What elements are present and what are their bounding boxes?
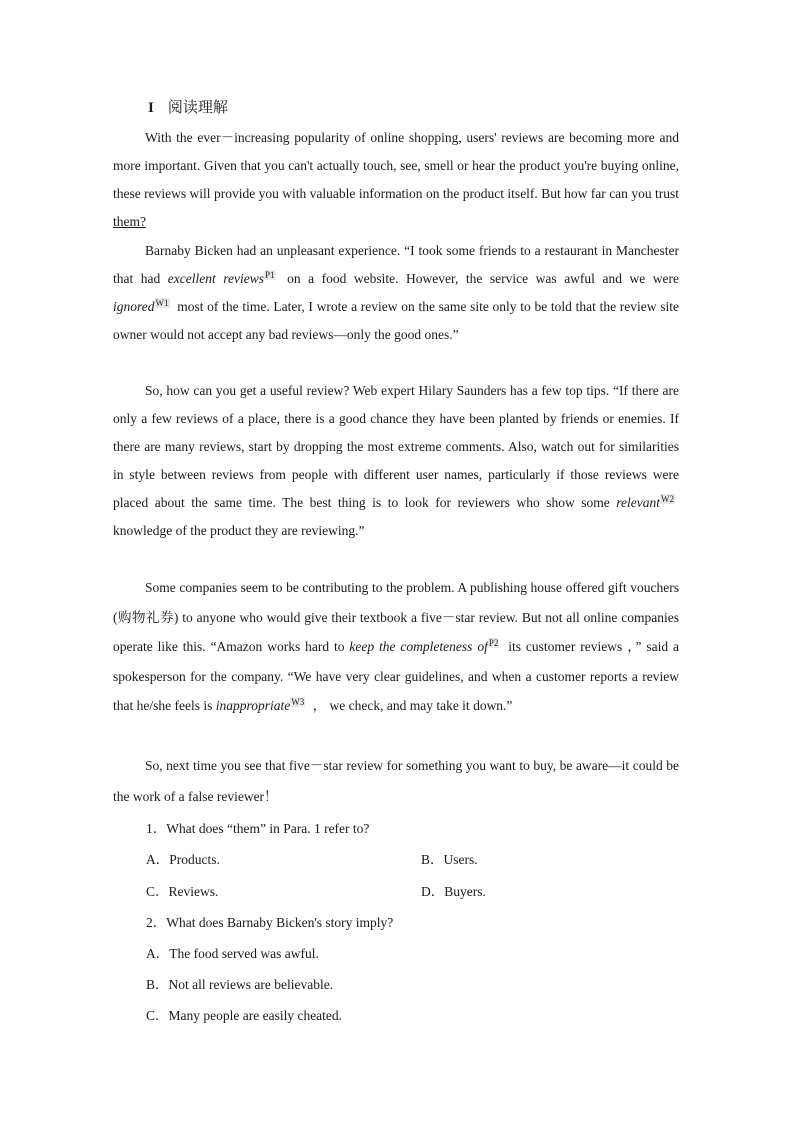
paragraph-2-text-c: most of the time. Later, I wrote a review on the same site only to be told that the review site owner would not accept any bad reviews—only the good ones.” [113,299,679,342]
annotation-tag: W3 [291,696,305,707]
phrase-keep-completeness: keep the completeness of [349,639,488,654]
section-title: 阅读理解 [167,100,228,116]
paragraph-3-text-b: knowledge of the product they are reviewing.” [113,523,365,538]
question-1-option-d: D．Buyers. [421,884,486,899]
paragraph-5: So, next time you see that five－star review for something you want to buy, be aware—it could be the work of a false reviewer！ [113,758,679,804]
word-relevant: relevant [616,495,660,510]
paragraph-2-text-b: on a food website. However, the service was awful and we were [279,271,679,286]
paragraph-4 [113,573,679,721]
question-1-option-b: B．Users. [421,852,478,867]
question-1-stem: 1．What does “them” in Para. 1 refer to? [146,821,370,836]
paragraph-1 [113,124,679,236]
question-2-option-c: C．Many people are easily cheated. [146,1008,343,1023]
word-ignored: ignored [113,299,155,314]
question-1-option-c: C．Reviews. [146,884,219,899]
question-2-stem: 2．What does Barnaby Bicken's story imply? [146,915,394,930]
paragraph-3-text-a: So, how can you get a useful review? Web expert Hilary Saunders has a few top tips. “If there are only a few reviews of a place, there is a good chance they have been planted by friends or enemies. If there are many reviews, start by dropping the most extreme comments. Also, watch out for similarities in style between reviews from people with different user names, particularly if those reviews were placed about the same time. The best thing is to look for reviewers who show some [113,383,679,510]
annotation-tag: W1 [155,297,169,308]
paragraph-2 [113,237,679,349]
section-number: I [148,100,154,116]
paragraph-1-text: With the ever－increasing popularity of online shopping, users' reviews are becoming more and more important. Given that you can't actually touch, see, smell or hear the product you're buying online, these reviews will provide you with valuable information on the product itself. But how far can you trust [113,130,679,201]
paragraph-2-text-a: Barnaby Bicken had an unpleasant experience. “I took some friends to a restaurant in Manchester that had [113,243,679,286]
question-2-option-a: A．The food served was awful. [146,946,319,961]
paragraph-3 [113,377,679,545]
word-inappropriate: inappropriate [215,698,291,713]
annotation-tag: P1 [265,269,275,280]
question-1-option-a: A．Products. [146,852,220,867]
question-2-option-b: B．Not all reviews are believable. [146,977,334,992]
annotation-tag: W2 [661,493,674,504]
annotation-tag: P2 [488,637,499,648]
underlined-them: them? [113,214,146,229]
paragraph-4-text-b: its customer reviews ，” said a spokesperson for the company. “We have very clear guidelines, and when a customer reports a review that he/she feels is [113,639,680,713]
paragraph-4-text-c: ， we check, and may take it down.” [309,698,513,713]
paragraph-4-text-a: Some companies seem to be contributing to the problem. A publishing house offered gift vouchers (购物礼券) to anyone who would give their textbook a five－star review. But not all online companies operate like this. “Amazon works hard to [113,580,679,654]
phrase-excellent-reviews: excellent reviews [167,271,265,286]
section-heading [148,96,228,117]
